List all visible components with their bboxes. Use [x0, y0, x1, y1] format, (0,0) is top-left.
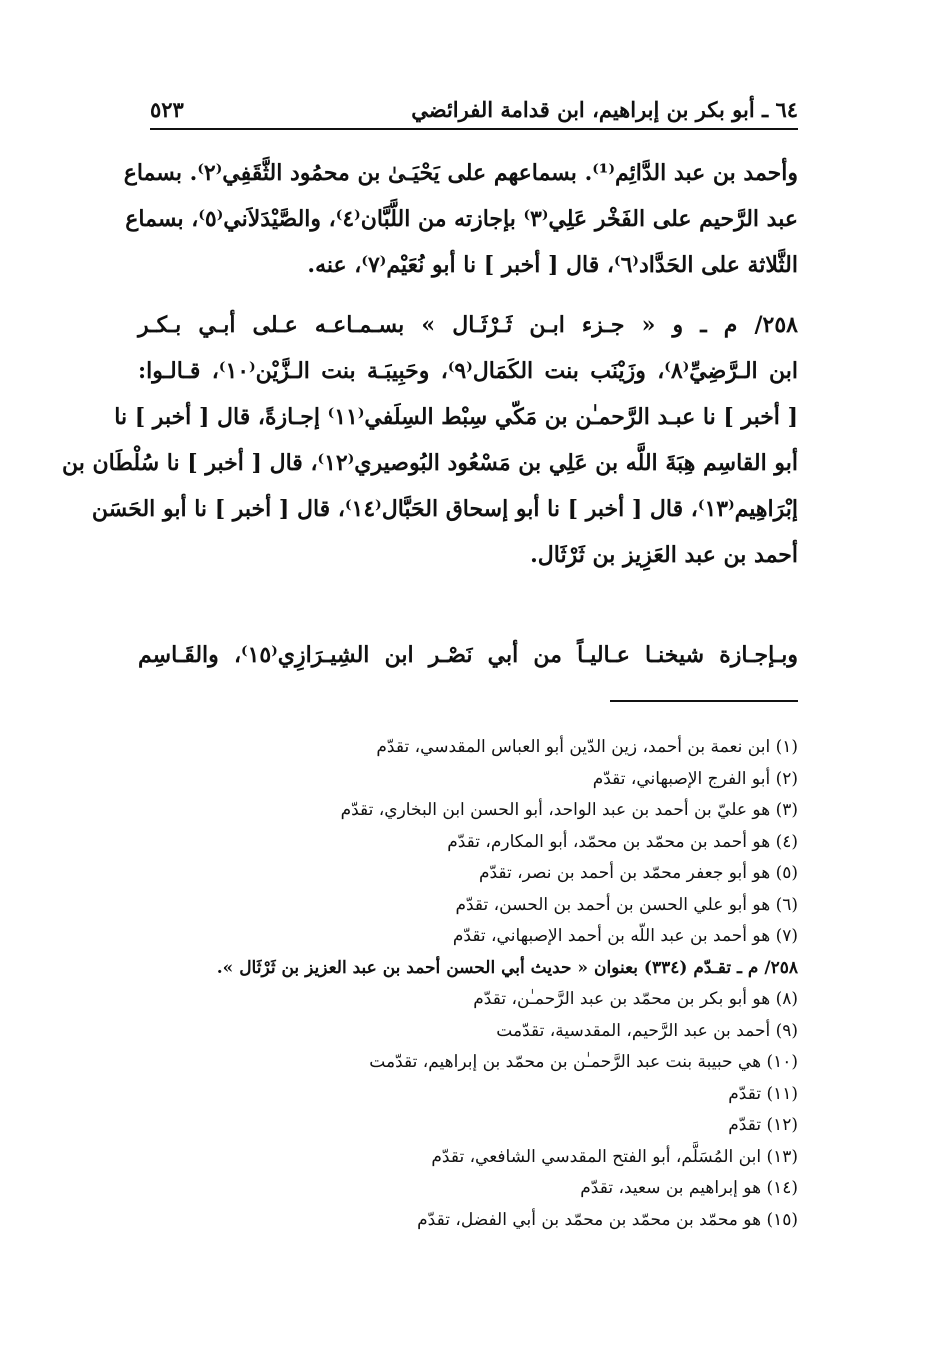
- body-line: عبد الرَّحيم على الفَخْر عَلِي⁽٣⁾ بإجازته من اللَّبَّان⁽٤⁾، والصَّيْدَلاَني⁽٥⁾، بسماع: [125, 206, 798, 232]
- body-line: أبو القاسِم هِبَةَ اللَّه بن عَلِي بن مَسْعُود البُوصيري⁽١٢⁾، قال [ أخبر ] نا سُلْطَان بن: [62, 450, 798, 476]
- paragraph-gap: [138, 288, 798, 302]
- body-line: أحمد بن عبد العَزِيز بن ثَرْثَال.: [530, 542, 798, 568]
- body-line: [ أخبر ] نا عبـد الرَّحمـٰن بن مَكّي سِبْط السِلَفي⁽١١⁾ إجـازةً، قال [ أخبر ] نا: [114, 404, 798, 430]
- footnote-item: (١٥) هو محمّد بن محمّد بن محمّد بن أبي الفضل، تقدّم: [417, 1209, 798, 1230]
- footnote-item: (٧) هو أحمد بن عبد اللّه بن أحمد الإصبهاني، تقدّم: [452, 926, 798, 946]
- body-line: وبـإجـازة شيخنـا عـاليـاً من أبي نَصْـر ابن الشِيـرَازِي⁽١٥⁾، والقَـاسِم: [138, 642, 799, 668]
- footnote-item: (٣) هو عليّ بن أحمد بن عبد الواحد، أبو الحسن ابن البخاري، تقدّم: [340, 800, 798, 820]
- footnote-item: (١٠) هي حبيبة بنت عبد الرَّحمـٰن بن محمّد بن إبراهيم، تقدّمت: [369, 1052, 798, 1072]
- footnote-item: (١١) تقدّم: [728, 1083, 798, 1104]
- body-line: وأحمد بن عبد الدَّائِم⁽¹⁾. بسماعهم على يَحْيَـىٰ بن محمُود الثَّقَفِي⁽٢⁾. بسماع: [123, 160, 798, 186]
- body-line: ابن الـرَّضِيِّ⁽٨⁾، وزَيْنَب بنت الكَمَال⁽٩⁾، وحَبِيبَـة بنت الـزَّيْن⁽١٠⁾، قـالـوا:: [138, 358, 798, 384]
- footnote-item: (١٣) ابن المُسَلَّم، أبو الفتح المقدسي الشافعي، تقدّم: [431, 1146, 798, 1167]
- footnote-entry-note: ٢٥٨/ م ـ تقـدّم (٣٣٤) بعنوان « حديث أبي الحسن أحمد بن عبد العزيز بن ثَرْثَال ».: [216, 957, 798, 978]
- running-title: ٦٤ ـ أبو بكر بن إبراهيم، ابن قدامة الفرائضي: [411, 97, 798, 122]
- footnote-rule: [610, 700, 798, 702]
- footnote-item: (٤) هو أحمد بن محمّد بن محمّد، أبو المكارم، تقدّم: [447, 831, 798, 852]
- body-line: الثَّلاثة على الحَدَّاد⁽٦⁾، قال [ أخبر ] نا أبو نُعَيْم⁽٧⁾، عنه.: [307, 252, 798, 278]
- page-number: ٥٢٣: [150, 97, 184, 122]
- footnote-item: (١) ابن نعمة بن أحمد، زين الدّين أبو العباس المقدسي، تقدّم: [376, 737, 798, 757]
- footnote-item: (٥) هو أبو جعفر محمّد بن أحمد بن نصر، تقدّم: [478, 863, 798, 883]
- footnote-item: (١٢) تقدّم: [728, 1115, 798, 1135]
- footnote-item: (٦) هو أبو علي الحسن بن أحمد بن الحسن، تقدّم: [455, 894, 798, 915]
- footnote-item: (٢) أبو الفرج الإصبهاني، تقدّم: [592, 768, 798, 789]
- header-rule: [150, 128, 798, 130]
- footnote-item: (٩) أحمد بن عبد الرَّحيم، المقدسية، تقدّمت: [496, 1020, 798, 1041]
- paragraph-gap: [138, 578, 798, 632]
- footnote-item: (١٤) هو إبراهيم بن سعيد، تقدّم: [580, 1178, 798, 1198]
- page-header: [150, 86, 798, 122]
- footnotes-list: [150, 732, 798, 1236]
- entry-heading-line: ٢٥٨/ م ـ و « جـزء ابـن ثَـرْثَـال » بسـمـاعـه عـلى أبـي بـكـر: [138, 312, 798, 338]
- main-text: [62, 150, 799, 678]
- body-line: إبْرَاهِيم⁽١٣⁾، قال [ أخبر ] نا أبو إسحاق الحَبَّال⁽١٤⁾، قال [ أخبر ] نا أبو الحَسَن: [91, 496, 798, 522]
- footnote-item: (٨) هو أبو بكر بن محمّد بن عبد الرَّحمـٰن، تقدّم: [473, 989, 798, 1009]
